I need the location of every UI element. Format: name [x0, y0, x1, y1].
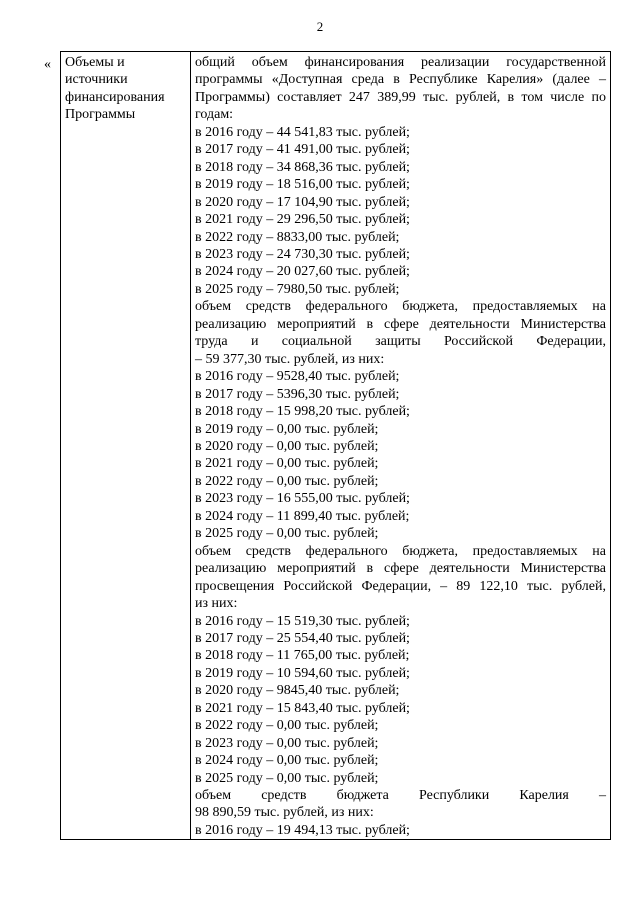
fed-education-year-line: в 2017 году – 25 554,40 тыс. рублей;: [195, 630, 410, 646]
section-label-line: источники: [65, 72, 128, 88]
fed-education-year-line: в 2025 году – 0,00 тыс. рублей;: [195, 770, 379, 786]
fed-education-text-line: просвещения Российской Федерации, – 89 122,10 тыс. рублей,: [195, 578, 606, 594]
total-year-line: в 2016 году – 44 541,83 тыс. рублей;: [195, 124, 410, 140]
total-year-line: в 2022 году – 8833,00 тыс. рублей;: [195, 229, 400, 245]
fed-labor-year-line: в 2025 году – 0,00 тыс. рублей;: [195, 526, 379, 542]
fed-labor-year-line: в 2016 году – 9528,40 тыс. рублей;: [195, 369, 400, 385]
fed-labor-year-line: в 2024 году – 11 899,40 тыс. рублей;: [195, 508, 410, 524]
section-label-line: финансирования: [65, 89, 165, 105]
intro-text-line: годам:: [195, 107, 234, 123]
total-year-line: в 2023 году – 24 730,30 тыс. рублей;: [195, 246, 410, 262]
total-year-line: в 2018 году – 34 868,36 тыс. рублей;: [195, 159, 410, 175]
fed-education-text-line: из них:: [195, 596, 238, 612]
regional-year-line: в 2016 году – 19 494,13 тыс. рублей;: [195, 822, 410, 838]
total-year-line: в 2021 году – 29 296,50 тыс. рублей;: [195, 212, 410, 228]
total-year-line: в 2020 году – 17 104,90 тыс. рублей;: [195, 194, 410, 210]
total-year-line: в 2024 году – 20 027,60 тыс. рублей;: [195, 264, 410, 280]
fed-education-year-line: в 2024 году – 0,00 тыс. рублей;: [195, 753, 379, 769]
fed-education-year-line: в 2022 году – 0,00 тыс. рублей;: [195, 718, 379, 734]
fed-labor-year-line: в 2019 году – 0,00 тыс. рублей;: [195, 421, 379, 437]
fed-labor-text-line: – 59 377,30 тыс. рублей, из них:: [195, 351, 385, 367]
section-label-cell: [61, 52, 191, 840]
total-year-line: в 2017 году – 41 491,00 тыс. рублей;: [195, 142, 410, 158]
intro-text-line: общий объем финансирования реализации государственной: [195, 55, 606, 70]
fed-education-year-line: в 2020 году – 9845,40 тыс. рублей;: [195, 683, 400, 699]
fed-education-year-line: в 2016 году – 15 519,30 тыс. рублей;: [195, 613, 410, 629]
regional-text-line: 98 890,59 тыс. рублей, из них:: [195, 805, 374, 821]
section-label-line: Программы: [65, 107, 136, 123]
fed-labor-year-line: в 2017 году – 5396,30 тыс. рублей;: [195, 386, 400, 402]
fed-education-year-line: в 2019 году – 10 594,60 тыс. рублей;: [195, 665, 410, 681]
fed-labor-year-line: в 2020 году – 0,00 тыс. рублей;: [195, 438, 379, 454]
fed-labor-year-line: в 2022 году – 0,00 тыс. рублей;: [195, 473, 379, 489]
fed-education-year-line: в 2021 году – 15 843,40 тыс. рублей;: [195, 700, 410, 716]
intro-text-line: программы «Доступная среда в Республике Карелия» (далее –: [195, 72, 606, 88]
total-year-line: в 2025 году – 7980,50 тыс. рублей;: [195, 281, 400, 297]
fed-education-year-line: в 2023 году – 0,00 тыс. рублей;: [195, 735, 379, 751]
opening-quote-mark: «: [44, 57, 51, 72]
intro-text-line: Программы) составляет 247 389,99 тыс. рублей, в том числе по: [195, 89, 606, 105]
fed-labor-text-line: объем средств федерального бюджета, предоставляемых на: [195, 299, 606, 315]
total-year-line: в 2019 году – 18 516,00 тыс. рублей;: [195, 177, 410, 193]
fed-labor-year-line: в 2018 году – 15 998,20 тыс. рублей;: [195, 404, 410, 420]
fed-labor-year-line: в 2023 году – 16 555,00 тыс. рублей;: [195, 491, 410, 507]
regional-text-line: объем средств бюджета Республики Карелия –: [195, 788, 606, 804]
table-row: [61, 52, 611, 840]
fed-labor-text-line: труда и социальной защиты Российской Федерации,: [195, 334, 606, 350]
page-number: 2: [316, 19, 324, 34]
financing-table: [60, 51, 611, 840]
fed-education-text-line: объем средств федерального бюджета, предоставляемых на: [195, 543, 606, 559]
fed-labor-text-line: реализацию мероприятий в сфере деятельности Министерства: [195, 316, 606, 332]
fed-labor-year-line: в 2021 году – 0,00 тыс. рублей;: [195, 456, 379, 472]
fed-education-year-line: в 2018 году – 11 765,00 тыс. рублей;: [195, 648, 410, 664]
fed-education-text-line: реализацию мероприятий в сфере деятельности Министерства: [195, 561, 606, 577]
section-label-line: Объемы и: [65, 55, 125, 70]
section-content-cell: [191, 52, 611, 840]
